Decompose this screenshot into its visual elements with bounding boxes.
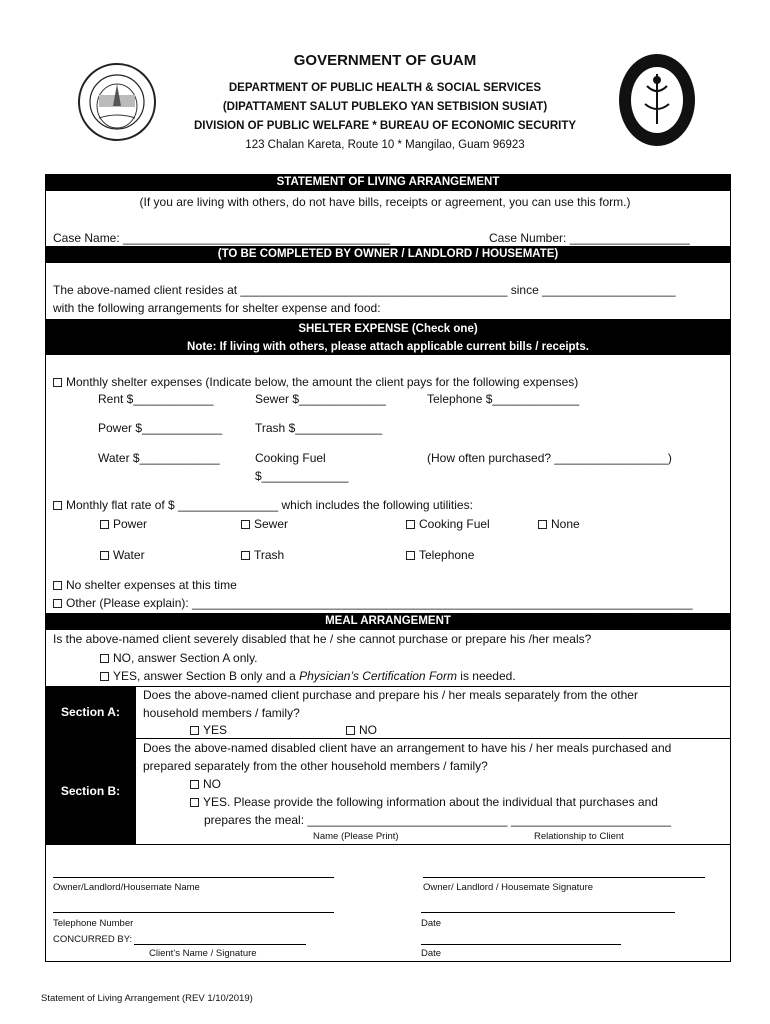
water-field[interactable]: Water $____________ xyxy=(98,451,220,465)
date-line-2[interactable] xyxy=(421,944,621,945)
checkbox[interactable] xyxy=(538,520,547,529)
telephone-field[interactable]: Telephone $_____________ xyxy=(427,392,580,406)
address: 123 Chalan Kareta, Route 10 * Mangilao, Guam 96923 xyxy=(245,139,525,151)
section-a-no[interactable]: NO xyxy=(346,723,377,737)
monthly-expenses-option[interactable]: Monthly shelter expenses (Indicate below, the amount the client pays for the following expenses) xyxy=(53,375,578,389)
client-signature-caption: Client’s Name / Signature xyxy=(149,948,257,959)
owner-name-line[interactable] xyxy=(53,877,334,878)
utility-water[interactable]: Water xyxy=(100,548,145,562)
client-signature-line[interactable] xyxy=(134,944,306,945)
how-often-field[interactable]: (How often purchased? _________________) xyxy=(427,451,672,465)
department-local-name: (DIPATTAMENT SALUT PUBLEKO YAN SETBISION SUSIAT) xyxy=(222,101,548,113)
owner-section-bar: (TO BE COMPLETED BY OWNER / LANDLORD / HOUSEMATE) xyxy=(45,246,731,263)
section-a-yes[interactable]: YES xyxy=(190,723,227,737)
checkbox[interactable] xyxy=(406,551,415,560)
section-a-question-1: Does the above-named client purchase and prepare his / her meals separately from the other xyxy=(143,688,638,702)
division-name: DIVISION OF PUBLIC WELFARE * BUREAU OF ECONOMIC SECURITY xyxy=(193,120,577,132)
utility-telephone[interactable]: Telephone xyxy=(406,548,474,562)
cooking-fuel-field[interactable]: $_____________ xyxy=(255,469,349,483)
owner-signature-caption: Owner/ Landlord / Housemate Signature xyxy=(423,882,594,893)
checkbox[interactable] xyxy=(53,378,62,387)
resides-field[interactable]: The above-named client resides at ________________________________________ since ____________________ xyxy=(53,283,676,297)
checkbox[interactable] xyxy=(53,501,62,510)
shelter-expense-bar xyxy=(45,319,731,355)
owner-name-caption: Owner/Landlord/Housemate Name xyxy=(53,882,200,893)
checkbox[interactable] xyxy=(190,798,199,807)
section-b-question-2: prepared separately from the other household members / family? xyxy=(143,759,488,773)
checkbox[interactable] xyxy=(241,520,250,529)
section-b-question-1: Does the above-named disabled client have an arrangement to have his / her meals purchased and xyxy=(143,741,672,755)
shelter-bar-note: Note: If living with others, please attach applicable current bills / receipts. xyxy=(187,341,589,353)
utility-power[interactable]: Power xyxy=(100,517,147,531)
divider xyxy=(45,686,731,687)
date-caption-2: Date xyxy=(421,948,442,959)
telephone-number-caption: Telephone Number xyxy=(53,918,134,929)
checkbox[interactable] xyxy=(346,726,355,735)
checkbox[interactable] xyxy=(406,520,415,529)
checkbox[interactable] xyxy=(241,551,250,560)
name-print-caption: Name (Please Print) xyxy=(313,831,399,842)
trash-field[interactable]: Trash $_____________ xyxy=(255,421,382,435)
date-line-1[interactable] xyxy=(421,912,675,913)
case-name-field[interactable]: Case Name: ________________________________________ xyxy=(53,231,390,245)
utility-none[interactable]: None xyxy=(538,517,580,531)
no-shelter-option[interactable]: No shelter expenses at this time xyxy=(53,578,237,592)
department-name: DEPARTMENT OF PUBLIC HEALTH & SOCIAL SERVICES xyxy=(228,82,542,94)
sewer-field[interactable]: Sewer $_____________ xyxy=(255,392,386,406)
divider xyxy=(45,844,731,845)
utility-cooking-fuel[interactable]: Cooking Fuel xyxy=(406,517,490,531)
section-a-question-2: household members / family? xyxy=(143,706,300,720)
checkbox[interactable] xyxy=(53,581,62,590)
relationship-caption: Relationship to Client xyxy=(534,831,624,842)
checkbox[interactable] xyxy=(100,654,109,663)
cooking-fuel-label: Cooking Fuel xyxy=(255,451,326,465)
divider xyxy=(45,738,731,739)
arrangements-text: with the following arrangements for shelter expense and food: xyxy=(53,301,381,315)
other-option[interactable]: Other (Please explain): ___________________________________________________________________________ xyxy=(53,596,693,610)
form-intro: (If you are living with others, do not have bills, receipts or agreement, you can use this form.) xyxy=(139,195,631,209)
section-b-label: Section B: xyxy=(45,738,136,844)
form-title-bar: STATEMENT OF LIVING ARRANGEMENT xyxy=(45,174,731,191)
footer-revision: Statement of Living Arrangement (REV 1/10/2019) xyxy=(41,993,253,1004)
checkbox[interactable] xyxy=(190,726,199,735)
checkbox[interactable] xyxy=(100,551,109,560)
meal-question: Is the above-named client severely disabled that he / she cannot purchase or prepare his /her meals? xyxy=(53,632,592,646)
power-field[interactable]: Power $____________ xyxy=(98,421,223,435)
utility-sewer[interactable]: Sewer xyxy=(241,517,288,531)
meal-yes-option[interactable]: YES, answer Section B only and a Physician’s Certification Form is needed. xyxy=(100,669,516,683)
shelter-bar-title: SHELTER EXPENSE (Check one) xyxy=(298,323,478,335)
section-b-preparer-fields[interactable]: prepares the meal: ______________________________ ________________________ xyxy=(204,813,672,827)
utility-trash[interactable]: Trash xyxy=(241,548,284,562)
date-caption-1: Date xyxy=(421,918,442,929)
section-a-label: Section A: xyxy=(45,686,136,738)
meal-no-option[interactable]: NO, answer Section A only. xyxy=(100,651,258,665)
rent-field[interactable]: Rent $____________ xyxy=(98,392,214,406)
flat-rate-option[interactable]: Monthly flat rate of $ _______________ which includes the following utilities: xyxy=(53,498,473,512)
meal-arrangement-bar: MEAL ARRANGEMENT xyxy=(45,613,731,630)
section-b-yes[interactable]: YES. Please provide the following information about the individual that purchases and xyxy=(190,795,658,809)
checkbox[interactable] xyxy=(190,780,199,789)
owner-signature-line[interactable] xyxy=(423,877,705,878)
section-b-no[interactable]: NO xyxy=(190,777,221,791)
checkbox[interactable] xyxy=(100,672,109,681)
case-number-field[interactable]: Case Number: __________________ xyxy=(489,231,690,245)
checkbox[interactable] xyxy=(53,599,62,608)
checkbox[interactable] xyxy=(100,520,109,529)
telephone-number-line[interactable] xyxy=(53,912,334,913)
concurred-by-label: CONCURRED BY: xyxy=(53,934,133,945)
agency-title: GOVERNMENT OF GUAM xyxy=(293,52,477,69)
